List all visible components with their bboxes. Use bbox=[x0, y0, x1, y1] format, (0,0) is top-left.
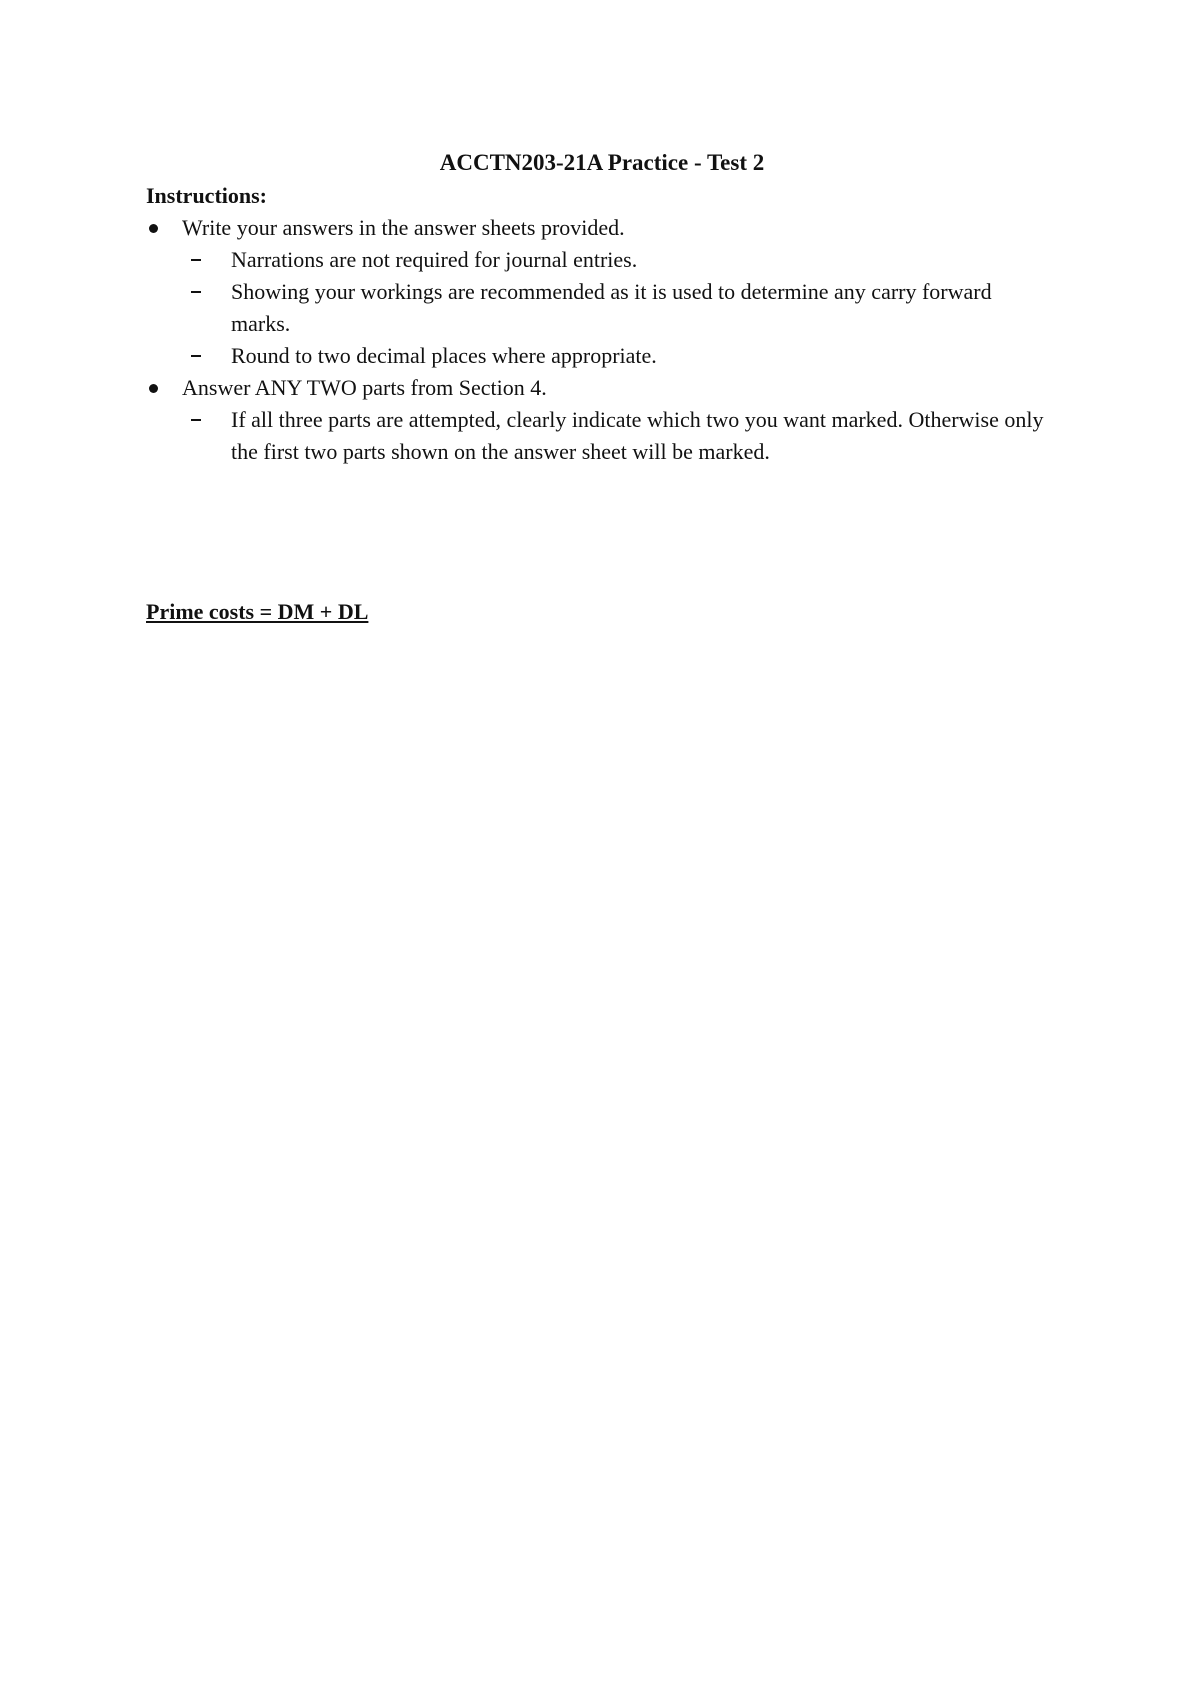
instruction-item bbox=[146, 372, 1046, 468]
dash-icon bbox=[191, 291, 201, 293]
bullet-icon bbox=[149, 384, 158, 393]
bullet-icon bbox=[149, 224, 158, 233]
instruction-subitem-text: Showing your workings are recommended as it is used to determine any carry forward marks. bbox=[231, 279, 992, 336]
prime-costs-formula: Prime costs = DM + DL bbox=[146, 599, 369, 624]
instructions-list bbox=[146, 212, 1046, 468]
instructions-heading: Instructions: bbox=[146, 183, 268, 208]
instruction-subitem-text: If all three parts are attempted, clearly indicate which two you want marked. Otherwise only the first two parts shown on the answer sheet will be marked. bbox=[231, 407, 1044, 464]
instruction-subitems bbox=[182, 244, 1046, 372]
instruction-subitem-text: Round to two decimal places where appropriate. bbox=[231, 343, 657, 368]
instruction-subitem bbox=[182, 404, 1046, 468]
instruction-item bbox=[146, 212, 1046, 372]
instruction-subitem bbox=[182, 276, 1046, 340]
document-title: ACCTN203-21A Practice - Test 2 bbox=[439, 150, 765, 175]
document-body bbox=[146, 146, 1046, 468]
instruction-text: Write your answers in the answer sheets provided. bbox=[182, 215, 625, 240]
dash-icon bbox=[191, 355, 201, 357]
instruction-subitem bbox=[182, 244, 1046, 276]
instruction-text: Answer ANY TWO parts from Section 4. bbox=[182, 375, 547, 400]
instruction-subitem bbox=[182, 340, 1046, 372]
dash-icon bbox=[191, 259, 201, 261]
dash-icon bbox=[191, 419, 201, 421]
instruction-subitem-text: Narrations are not required for journal entries. bbox=[231, 247, 638, 272]
instruction-subitems bbox=[182, 404, 1046, 468]
